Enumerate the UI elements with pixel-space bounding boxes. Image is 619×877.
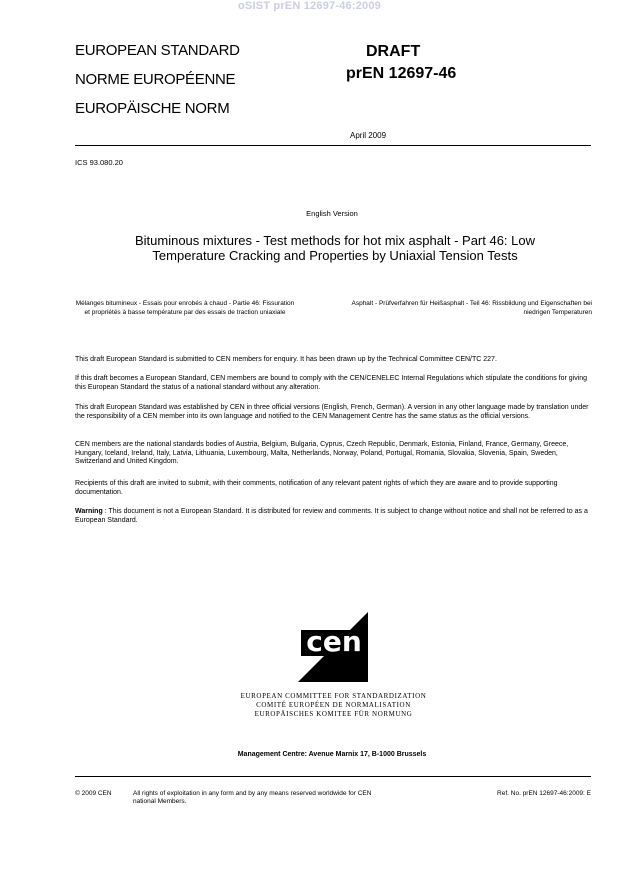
copyright: © 2009 CEN xyxy=(75,790,112,797)
caption-fr: COMITÉ EUROPÉEN DE NORMALISATION xyxy=(256,701,411,709)
standard-line-fr: NORME EUROPÉENNE xyxy=(75,71,236,88)
header-rule xyxy=(75,145,591,146)
publication-date: April 2009 xyxy=(350,131,387,140)
warning-paragraph xyxy=(75,508,591,525)
management-centre: Management Centre: Avenue Marnix 17, B-1000 Brussels xyxy=(237,751,427,758)
watermark: oSIST prEN 12697-46:2009 xyxy=(238,0,381,12)
paragraph-versions: This draft European Standard was established by CEN in three official versions (English, French, German). A version in any other language made by translation under the responsibility of a CEN member into its own language and notified to the CEN Management Centre has the same status as the official versions. xyxy=(75,404,589,420)
paragraph-members: CEN members are the national standards bodies of Austria, Belgium, Bulgaria, Cyprus, Czech Republic, Denmark, Estonia, Finland, France, Germany, Greece, Hungary, Iceland, Ireland, Italy, Latvia, Lithuania, Luxembourg, Malta, Netherlands, Norway, Poland, Portugal, Romania, Slovakia, Slovenia, Spain, Sweden, Switzerland and United Kingdom. xyxy=(75,441,569,466)
cen-logo-icon xyxy=(298,612,368,682)
standard-line-en: EUROPEAN STANDARD xyxy=(75,42,240,59)
draft-label: DRAFT xyxy=(366,43,421,60)
warning-text: : This document is not a European Standard. It is distributed for review and comments. It is subject to change without notice and shall not be referred to as a European Standard. xyxy=(75,508,588,524)
document-title: Bituminous mixtures - Test methods for hot mix asphalt - Part 46: Low Temperature Cracking and Properties by Uniaxial Tension Tests xyxy=(134,233,536,263)
rights-statement: All rights of exploitation in any form and by any means reserved worldwide for CEN national Members. xyxy=(133,790,372,805)
cen-logo xyxy=(298,612,368,682)
reference-number: Ref. No. prEN 12697-46:2009: E xyxy=(497,790,591,797)
title-german: Asphalt - Prüfverfahren für Heißasphalt - Teil 46: Rissbildung und Eigenschaften bei niedrigen Temperaturen xyxy=(351,300,592,316)
footer-rule xyxy=(75,776,591,777)
standard-line-de: EUROPÄISCHE NORM xyxy=(75,100,230,117)
paragraph-status: If this draft becomes a European Standard, CEN members are bound to comply with the CEN/CENELEC Internal Regulations which stipulate the conditions for giving this European Standard the status of a national standard without any alteration. xyxy=(75,375,588,391)
logo-caption xyxy=(200,692,467,719)
cen-logo-text: cen xyxy=(306,625,362,658)
document-reference: prEN 12697-46 xyxy=(346,65,457,82)
version-label: English Version xyxy=(306,209,358,218)
caption-en: EUROPEAN COMMITTEE FOR STANDARDIZATION xyxy=(240,692,427,700)
caption-de: EUROPÄISCHES KOMITEE FÜR NORMUNG xyxy=(254,710,413,718)
title-french: Mélanges bitumineux - Essais pour enrobés à chaud - Partie 46: Fissuration et propriétés à basse température par des essais de traction uniaxiale xyxy=(75,300,295,316)
warning-label: Warning xyxy=(75,508,103,515)
ics-code: ICS 93.080.20 xyxy=(75,158,123,167)
paragraph-enquiry: This draft European Standard is submitted to CEN members for enquiry. It has been drawn up by the Technical Committee CEN/TC 227. xyxy=(75,356,497,363)
paragraph-recipients: Recipients of this draft are invited to submit, with their comments, notification of any relevant patent rights of which they are aware and to provide supporting documentation. xyxy=(75,480,558,496)
